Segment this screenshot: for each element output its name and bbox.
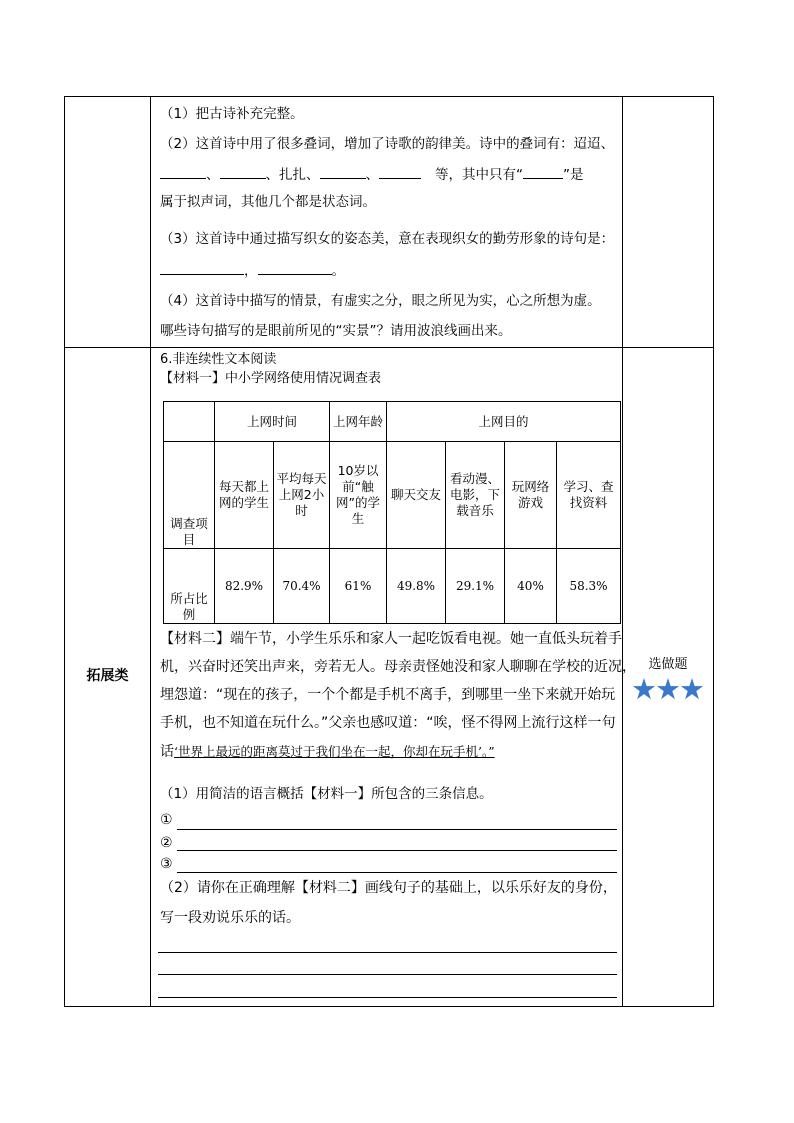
summary-question: （1）用简洁的语言概括【材料一】所包含的三条信息。: [160, 786, 493, 802]
worksheet-table: [64, 96, 714, 1007]
material2-line: 手机，也不知道在玩什么。”父亲也感叹道：“唉，怪不得网上流行这样一句: [160, 715, 616, 731]
table-column-label: 10岁以前“触网”的学生: [330, 442, 387, 549]
table-value: 82.9%: [215, 549, 274, 624]
answer-blank[interactable]: [523, 164, 563, 179]
table-column-label: 玩网络游戏: [505, 442, 557, 549]
answer-blank[interactable]: [320, 164, 366, 179]
underlined-sentence: ‘世界上最远的距离莫过于我们坐在一起，你却在玩手机’。”: [174, 744, 495, 759]
poem-question-2-line1: （2）这首诗中用了很多叠词，增加了诗歌的韵律美。诗中的叠词有：迢迢、: [160, 136, 615, 152]
material2-line: 机，兴奋时还笑出声来，旁若无人。母亲责怪她没和家人聊聊在学校的近况，: [160, 659, 636, 675]
poem-question-3-line1: （3）这首诗中通过描写织女的姿态美，意在表现织女的勤劳形象的诗句是：: [160, 231, 615, 247]
answer-line-2[interactable]: [177, 850, 617, 851]
table-value: 61%: [330, 549, 387, 624]
table-value: 40%: [505, 549, 557, 624]
poem-question-2-line3: 属于拟声词，其他几个都是状态词。: [160, 194, 376, 210]
survey-item-label: 调查项目: [164, 442, 215, 549]
answer-blank[interactable]: [379, 164, 421, 179]
table-corner: [164, 402, 215, 442]
column-divider-1: [150, 97, 151, 1006]
poem-question-4-line2: 哪些诗句描写的是眼前所见的“实景”？请用波浪线画出来。: [160, 323, 512, 339]
reduplicated-word: 扎扎: [279, 167, 306, 183]
column-divider-2: [622, 97, 623, 1006]
answer-blank[interactable]: [160, 164, 206, 179]
category-label: 拓展类: [86, 668, 129, 684]
header-online-age: 上网年龄: [330, 402, 387, 442]
question-text: ”是: [563, 167, 584, 183]
survey-table: [163, 401, 621, 624]
material1-title: 【材料一】中小学网络使用情况调查表: [160, 371, 382, 386]
header-online-time: 上网时间: [215, 402, 330, 442]
question-text: 等，其中只有“: [435, 167, 523, 183]
material2-last-line: [160, 743, 495, 761]
row-divider: [65, 347, 713, 348]
separator: ，: [244, 263, 258, 279]
material2-line: 【材料二】端午节，小学生乐乐和家人一起吃饭看电视。她一直低头玩着手: [160, 631, 622, 647]
answer-line-3[interactable]: [177, 872, 617, 873]
answer-blank[interactable]: [258, 260, 332, 275]
answer-line-1[interactable]: [177, 829, 617, 830]
difficulty-stars: [622, 672, 714, 706]
answer-blank[interactable]: [160, 260, 244, 275]
poem-question-3-line2: [160, 260, 345, 280]
answer-blank[interactable]: [220, 164, 266, 179]
poem-question-2-line2: 、 、扎扎、 、 等，其中只有“ ”是: [160, 164, 584, 184]
writing-line-3[interactable]: [158, 997, 617, 998]
material2-prefix: 话: [160, 744, 174, 760]
table-column-label: 看动漫、电影，下载音乐: [446, 442, 505, 549]
difficulty-label: 选做题: [648, 657, 688, 672]
persuasion-question-line1: （2）请你在正确理解【材料二】画线句子的基础上，以乐乐好友的身份，: [160, 880, 617, 896]
writing-line-2[interactable]: [158, 974, 617, 975]
answer-marker-3: ③: [160, 856, 173, 872]
table-column-label: 学习、查找资料: [557, 442, 621, 549]
poem-question-4-line1: （4）这首诗中描写的情景，有虚实之分，眼之所见为实，心之所想为虚。: [160, 293, 601, 309]
table-column-label: 平均每天上网2小时: [274, 442, 330, 549]
table-value: 58.3%: [557, 549, 621, 624]
period: 。: [331, 263, 345, 279]
star-icon: ★: [655, 672, 681, 706]
poem-question-1: （1）把古诗补充完整。: [160, 106, 304, 122]
header-online-purpose: 上网目的: [387, 402, 621, 442]
table-value: 70.4%: [274, 549, 330, 624]
material2-line: 埋怨道：“现在的孩子，一个个都是手机不离手，到哪里一坐下来就开始玩: [160, 687, 616, 703]
table-column-label: 聊天交友: [387, 442, 446, 549]
section-title: 6.非连续性文本阅读: [160, 352, 277, 367]
table-value: 49.8%: [387, 549, 446, 624]
star-icon: ★: [631, 672, 657, 706]
star-icon: ★: [679, 672, 705, 706]
writing-line-1[interactable]: [158, 952, 617, 953]
answer-marker-1: ①: [160, 812, 173, 828]
answer-marker-2: ②: [160, 835, 173, 851]
persuasion-question-line2: 写一段劝说乐乐的话。: [160, 910, 300, 926]
table-value: 29.1%: [446, 549, 505, 624]
ratio-label: 所占比例: [164, 549, 215, 624]
table-column-label: 每天都上网的学生: [215, 442, 274, 549]
